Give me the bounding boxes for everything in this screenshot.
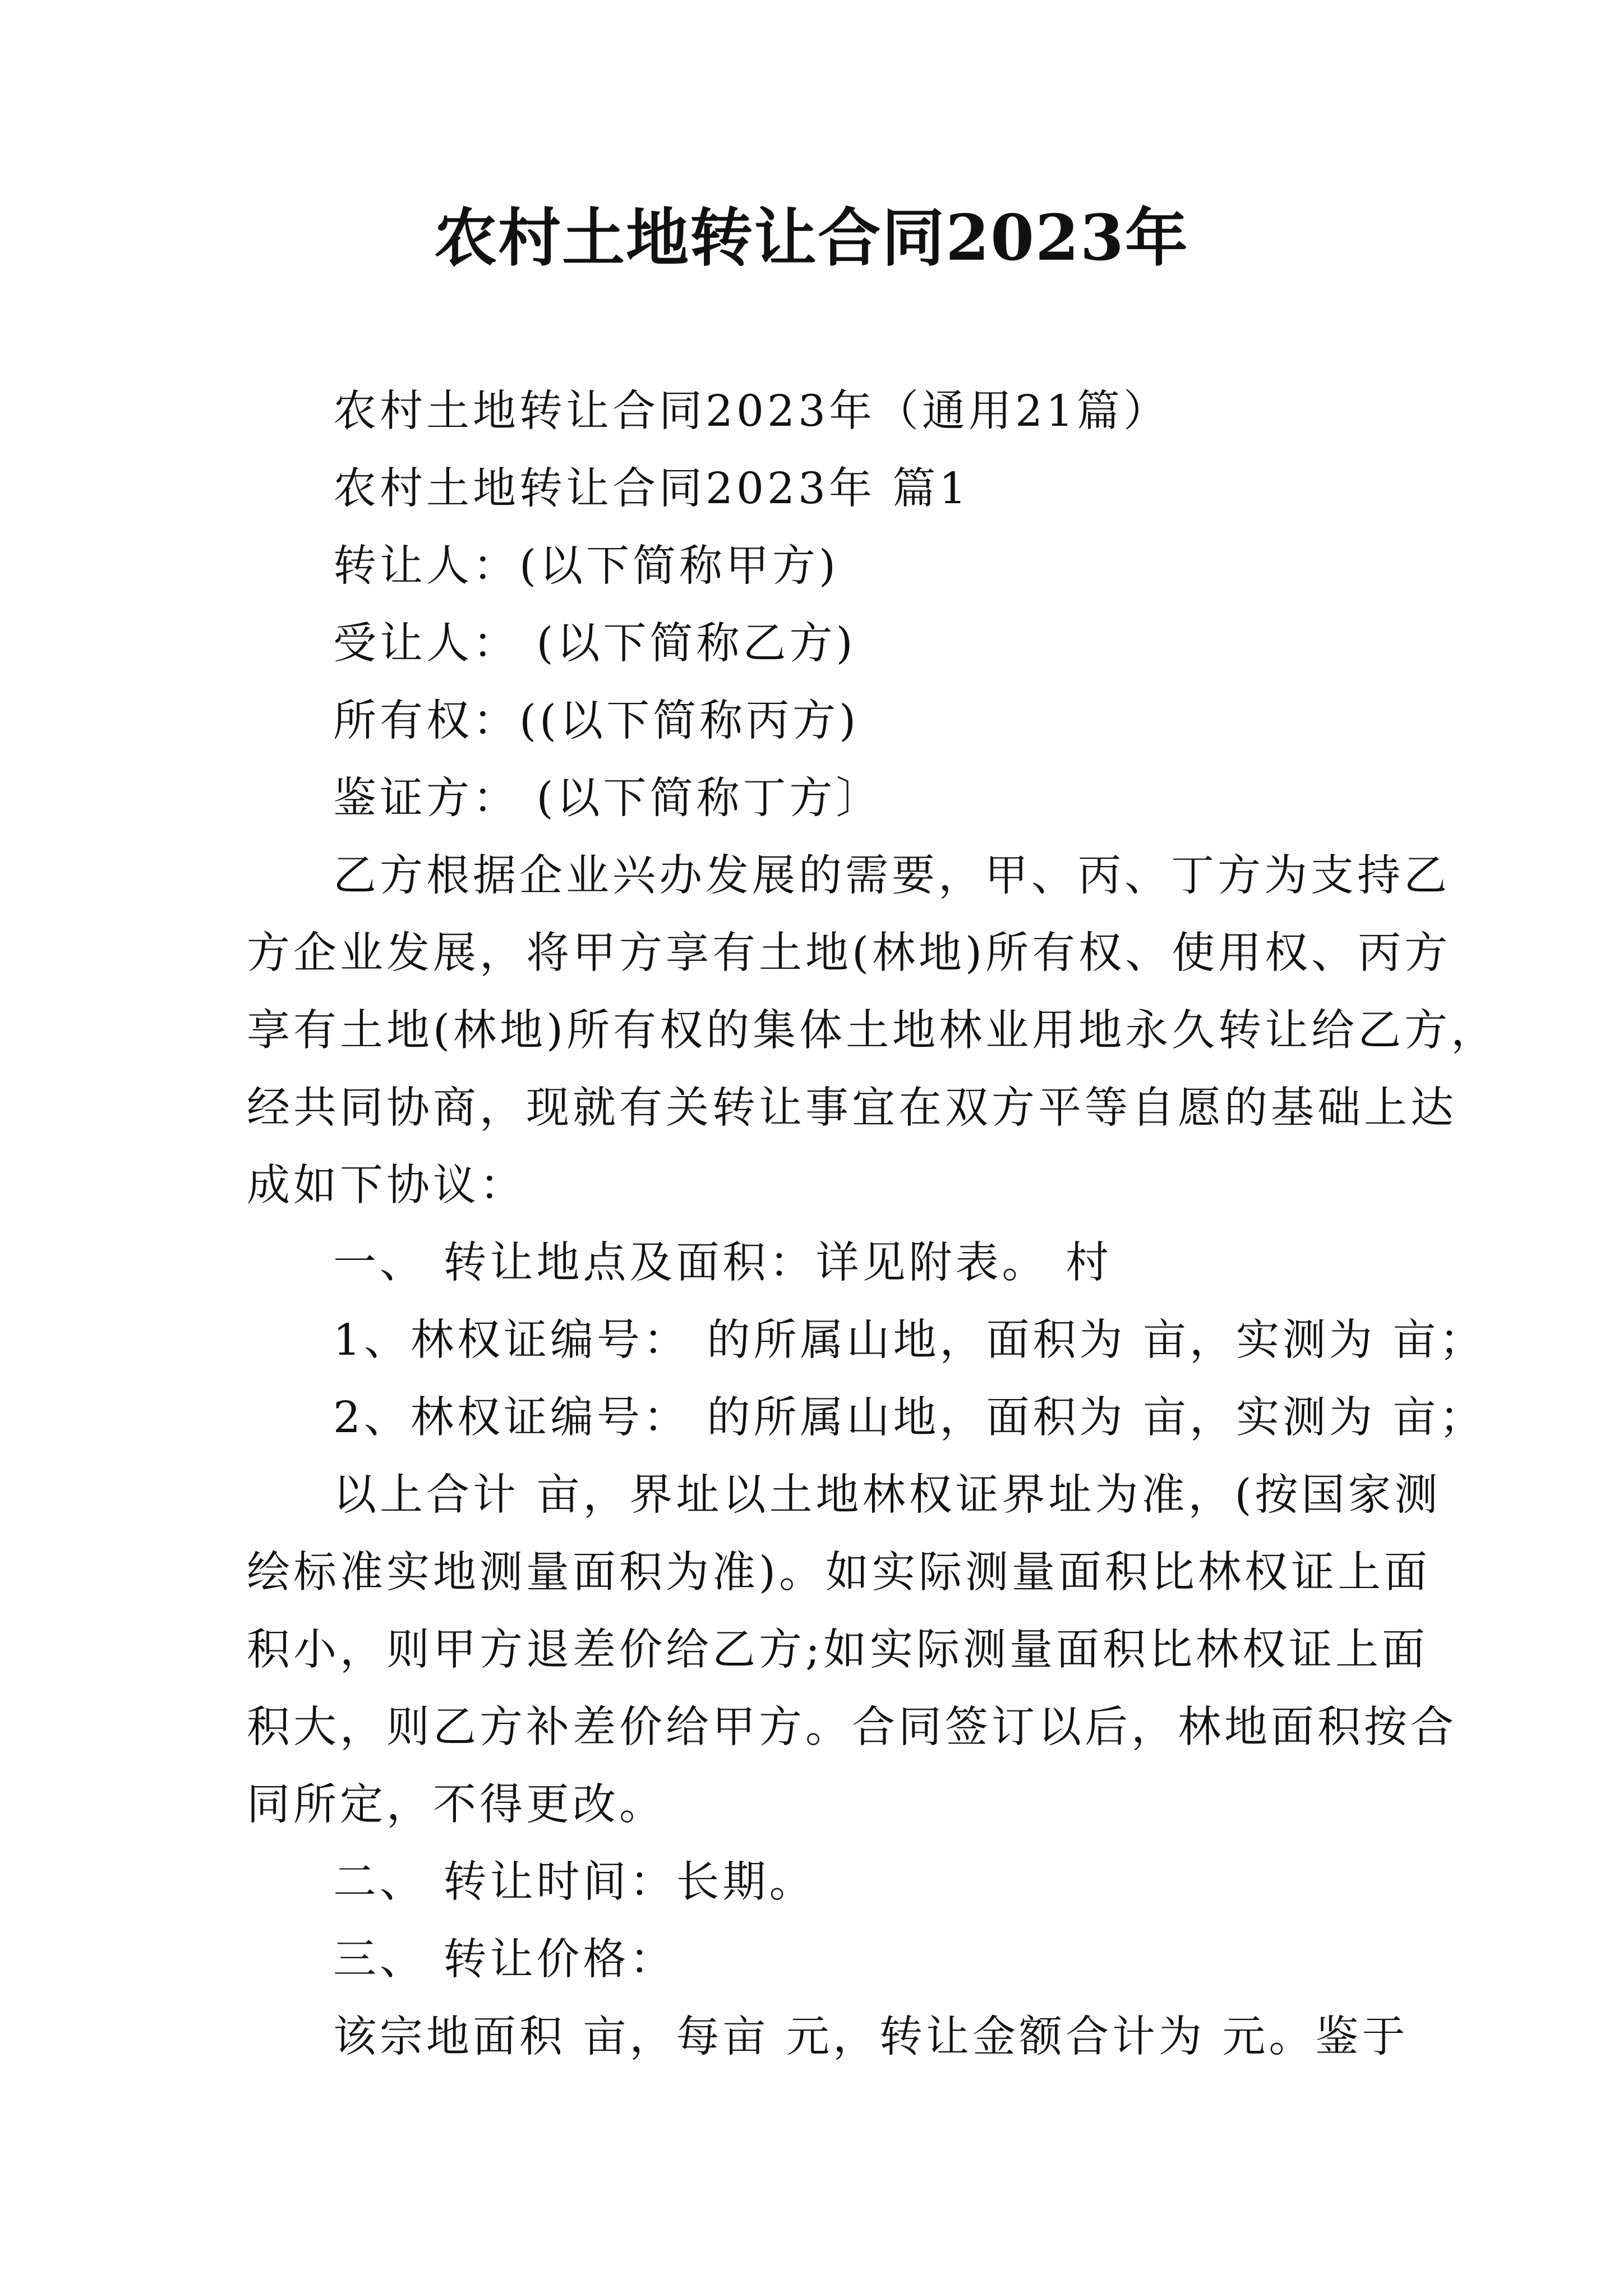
chapter-heading: 农村土地转让合同2023年 篇1 [333, 464, 970, 514]
party-owner: 所有权：((以下简称丙方) [333, 696, 860, 746]
section-heading-2: 二、 转让时间：长期。 [333, 1857, 816, 1907]
document-title: 农村土地转让合同2023年 [434, 201, 1189, 275]
paragraph-line: 积大，则乙方补差价给甲方。合同签订以后，林地面积按合 [247, 1703, 1457, 1752]
paragraph-intro [247, 838, 1498, 1225]
section-heading-3: 三、 转让价格： [333, 1935, 676, 1985]
list-item-1: 1、林权证编号： 的所属山地，面积为 亩，实测为 亩； [333, 1315, 1486, 1365]
paragraph-line: 方企业发展，将甲方享有土地(林地)所有权、使用权、丙方 [247, 928, 1451, 978]
party-witness: 鉴证方： (以下简称丁方〕 [333, 774, 883, 823]
paragraph-line: 经共同协商，现就有关转让事宜在双方平等自愿的基础上达 [247, 1083, 1457, 1133]
list-item-2: 2、林权证编号： 的所属山地，面积为 亩，实测为 亩； [333, 1393, 1486, 1443]
paragraph-line: 以上合计 亩，界址以土地林权证界址为准，(按国家测 [333, 1470, 1441, 1520]
paragraph-line: 绘标准实地测量面积为准)。如实际测量面积比林权证上面 [247, 1548, 1431, 1598]
party-transferor: 转让人：(以下简称甲方) [333, 541, 840, 591]
paragraph-line: 享有土地(林地)所有权的集体土地林业用地永久转让给乙方， [247, 1006, 1498, 1056]
paragraph-area [247, 1457, 1457, 1844]
document-body [247, 373, 1498, 2076]
party-transferee: 受让人： (以下简称乙方) [333, 619, 856, 669]
paragraph-price: 该宗地面积 亩，每亩 元，转让金额合计为 元。鉴于 [333, 2012, 1409, 2062]
paragraph-line: 积小，则甲方退差价给乙方;如实际测量面积比林权证上面 [247, 1625, 1428, 1675]
paragraph-line: 同所定，不得更改。 [247, 1780, 666, 1830]
paragraph-line: 成如下协议： [247, 1161, 526, 1211]
section-heading-1: 一、 转让地点及面积：详见附表。 村 [333, 1238, 1112, 1288]
subtitle-line: 农村土地转让合同2023年（通用21篇） [333, 386, 1170, 436]
paragraph-line: 乙方根据企业兴办发展的需要，甲、丙、丁方为支持乙 [333, 851, 1450, 901]
